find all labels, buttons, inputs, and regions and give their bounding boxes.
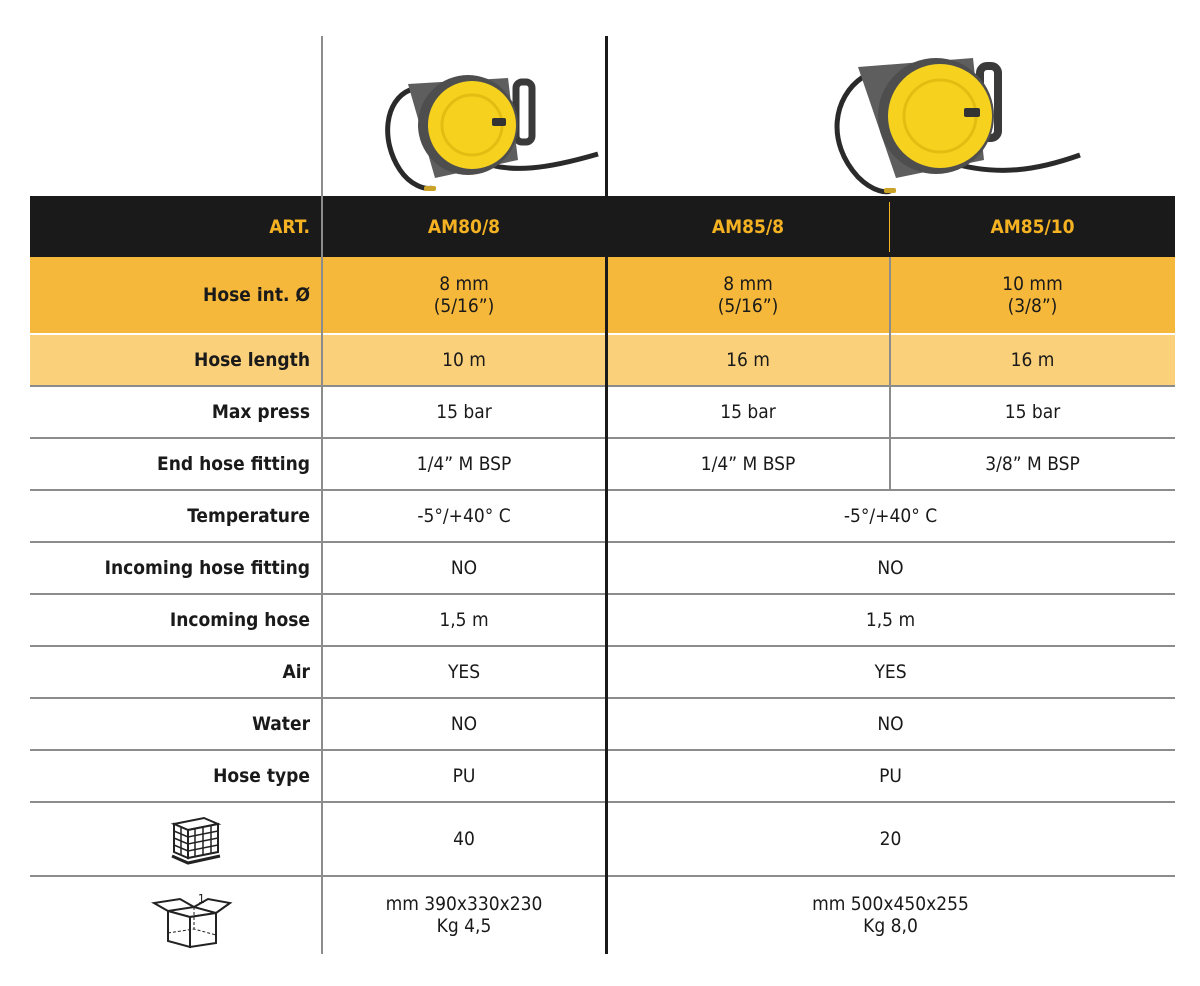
hose-reel-large-icon [828, 42, 1083, 197]
row-separator [30, 697, 1175, 699]
cell-hose-length-am80: 10 m [442, 349, 486, 371]
cell-max-press-am80: 15 bar [436, 401, 492, 423]
pallet-icon [166, 814, 222, 866]
cell-hose-type-am80: PU [452, 765, 476, 787]
header-divider [889, 202, 890, 252]
cell-temperature-am85: -5°/+40° C [843, 505, 938, 527]
column-divider-label [321, 36, 323, 954]
cell-hose-length-am85-10: 16 m [1010, 349, 1055, 371]
label-incoming-hose: Incoming hose [169, 609, 310, 631]
cell-pallet-am80: 40 [453, 828, 475, 850]
cell-air-am80: YES [447, 661, 481, 683]
cell-water-am85: NO [877, 713, 904, 735]
hose-reel-small-icon [380, 60, 605, 195]
header-model-am80: AM80/8 [427, 215, 501, 238]
cell-pallet-am85: 20 [879, 828, 902, 850]
cell-max-press-am85-10: 15 bar [1004, 401, 1061, 423]
label-hose-length: Hose length [194, 349, 310, 371]
cell-hose-type-am85: PU [879, 765, 902, 787]
product-image-am85 [828, 42, 1083, 197]
cell-temperature-am80: -5°/+40° C [417, 505, 511, 527]
cell-hose-int-am85-10: 10 mm (3/8”) [1002, 273, 1063, 317]
cell-max-press-am85-8: 15 bar [720, 401, 776, 423]
header-art-label: ART. [269, 215, 310, 238]
row-separator [30, 385, 1175, 387]
column-divider-am85 [889, 257, 891, 489]
cell-hose-int-am85-8: 8 mm (5/16”) [717, 273, 779, 317]
cell-hose-length-am85-8: 16 m [726, 349, 770, 371]
label-temperature: Temperature [187, 505, 310, 527]
cell-incoming-hose-am85: 1,5 m [865, 609, 916, 631]
header-model-am85-10: AM85/10 [990, 215, 1075, 238]
cell-air-am85: YES [874, 661, 907, 683]
cell-incoming-hose-fitting-am80: NO [450, 557, 478, 579]
row-separator [30, 489, 1175, 491]
row-separator [30, 645, 1175, 647]
row-separator [30, 437, 1175, 439]
cell-hose-int-am80: 8 mm (5/16”) [433, 273, 495, 317]
product-image-am80 [380, 60, 605, 195]
box-quantity: 1 [198, 892, 205, 906]
row-separator [30, 801, 1175, 803]
label-max-press: Max press [211, 401, 310, 423]
cell-incoming-hose-am80: 1,5 m [439, 609, 489, 631]
row-separator [30, 593, 1175, 595]
cell-water-am80: NO [450, 713, 478, 735]
label-incoming-hose-fitting: Incoming hose fitting [104, 557, 310, 579]
cell-end-hose-fitting-am80: 1/4” M BSP [416, 453, 512, 475]
row-separator [30, 875, 1175, 877]
cell-end-hose-fitting-am85-10: 3/8” M BSP [985, 453, 1080, 475]
cell-incoming-hose-fitting-am85: NO [877, 557, 904, 579]
label-hose-int: Hose int. Ø [203, 284, 310, 306]
label-air: Air [282, 661, 310, 683]
label-hose-type: Hose type [213, 765, 310, 787]
row-separator [30, 749, 1175, 751]
column-divider-main [605, 36, 608, 954]
cell-box-am80: mm 390x330x230 Kg 4,5 [385, 893, 543, 937]
cell-box-am85: mm 500x450x255 Kg 8,0 [812, 893, 969, 937]
box-icon [150, 893, 236, 949]
cell-end-hose-fitting-am85-8: 1/4” M BSP [700, 453, 796, 475]
header-model-am85-8: AM85/8 [711, 215, 785, 238]
label-end-hose-fitting: End hose fitting [157, 453, 310, 475]
row-separator [30, 541, 1175, 543]
label-water: Water [252, 713, 310, 735]
